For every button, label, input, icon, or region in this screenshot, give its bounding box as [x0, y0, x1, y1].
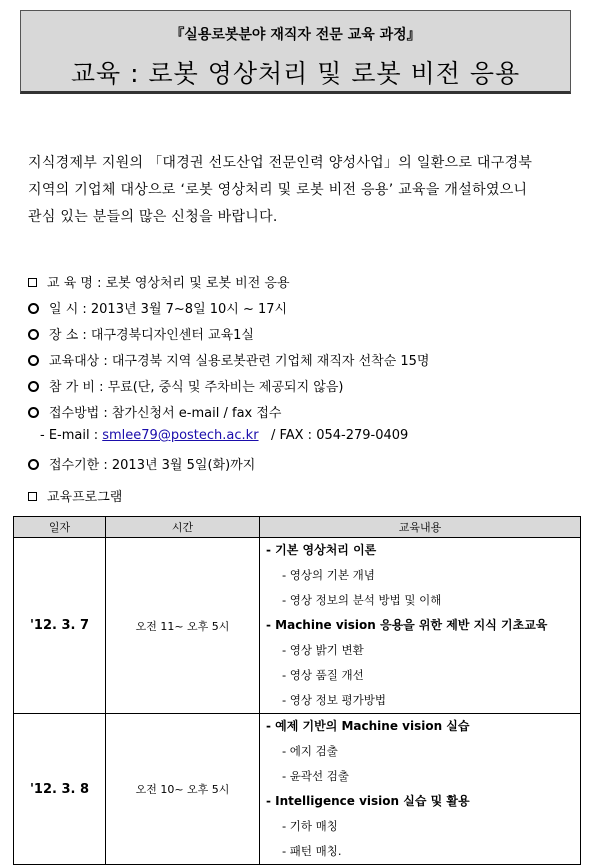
square-bullet-icon: [28, 278, 37, 287]
deadline-row: 접수기한 : 2013년 3월 5일(화)까지: [28, 454, 255, 473]
circle-bullet-icon: [28, 381, 39, 392]
target-row: 교육대상 : 대구경북 지역 실용로봇관련 기업체 재직자 선착순 15명: [28, 350, 430, 369]
column-header: 일자: [14, 517, 106, 538]
content-item: - 패턴 매칭.: [282, 844, 342, 858]
circle-bullet-icon: [28, 407, 39, 418]
content-item: - 영상 정보의 분석 방법 및 이해: [282, 593, 442, 607]
intro-line: 지역의 기업체 대상으로 ‘로봇 영상처리 및 로봇 비전 응용’ 교육을 개설하였으니: [28, 182, 528, 198]
page-title: 교육 : 로봇 영상처리 및 로봇 비전 응용: [70, 59, 521, 88]
table-header-row: [14, 517, 581, 538]
content-cell: [260, 714, 581, 865]
intro-line: 지식경제부 지원의 「대경권 선도산업 전문인력 양성사업」의 일환으로 대구경북: [28, 155, 533, 171]
column-header: 시간: [106, 517, 260, 538]
fax-number: / FAX : 054-279-0409: [270, 428, 409, 443]
course-category-title: 『실용로봇분야 재직자 전문 교육 과정』: [170, 27, 421, 43]
content-item: - 영상 밝기 변환: [282, 643, 364, 657]
email-link[interactable]: smlee79@postech.ac.kr: [102, 428, 259, 443]
content-item: - Intelligence vision 실습 및 활용: [266, 794, 470, 808]
time-cell: 오전 10~ 오후 5시: [106, 714, 260, 865]
place-row: 장 소 : 대구경북디자인센터 교육1실: [28, 324, 254, 343]
time-cell: 오전 11~ 오후 5시: [106, 538, 260, 714]
square-bullet-icon: [28, 492, 37, 501]
table-row: [14, 538, 581, 714]
content-item: - 에지 검출: [282, 744, 338, 758]
content-item: - 기본 영상처리 이론: [266, 543, 377, 557]
content-item: - Machine vision 응용을 위한 제반 지식 기초교육: [266, 618, 548, 632]
method-row: 접수방법 : 참가신청서 e-mail / fax 접수: [28, 402, 281, 421]
fee-row: 참 가 비 : 무료(단, 중식 및 주차비는 제공되지 않음): [28, 376, 343, 395]
circle-bullet-icon: [28, 355, 39, 366]
course-name-row: 교 육 명 : 로봇 영상처리 및 로봇 비전 응용: [28, 272, 290, 291]
column-header: 교육내용: [260, 517, 581, 538]
circle-bullet-icon: [28, 459, 39, 470]
program-heading: 교육프로그램: [28, 486, 122, 505]
content-item: - 영상 품질 개선: [282, 668, 364, 682]
date-row: 일 시 : 2013년 3월 7~8일 10시 ~ 17시: [28, 298, 287, 317]
circle-bullet-icon: [28, 303, 39, 314]
content-item: - 영상 정보 평가방법: [282, 693, 386, 707]
content-item: - 윤곽선 검출: [282, 769, 350, 783]
contact-row: - E-mail : smlee79@postech.ac.kr / FAX : 054-279-0409: [40, 428, 409, 443]
content-cell: [260, 538, 581, 714]
content-item: - 영상의 기본 개념: [282, 568, 375, 582]
table-row: [14, 714, 581, 865]
intro-paragraph: [28, 150, 573, 231]
date-cell: '12. 3. 8: [14, 714, 106, 865]
content-item: - 기하 매칭: [282, 819, 338, 833]
content-item: - 예제 기반의 Machine vision 실습: [266, 719, 470, 733]
program-table: [13, 516, 581, 865]
title-banner: [20, 10, 571, 94]
intro-line: 관심 있는 분들의 많은 신청을 바랍니다.: [28, 209, 278, 225]
date-cell: '12. 3. 7: [14, 538, 106, 714]
circle-bullet-icon: [28, 329, 39, 340]
